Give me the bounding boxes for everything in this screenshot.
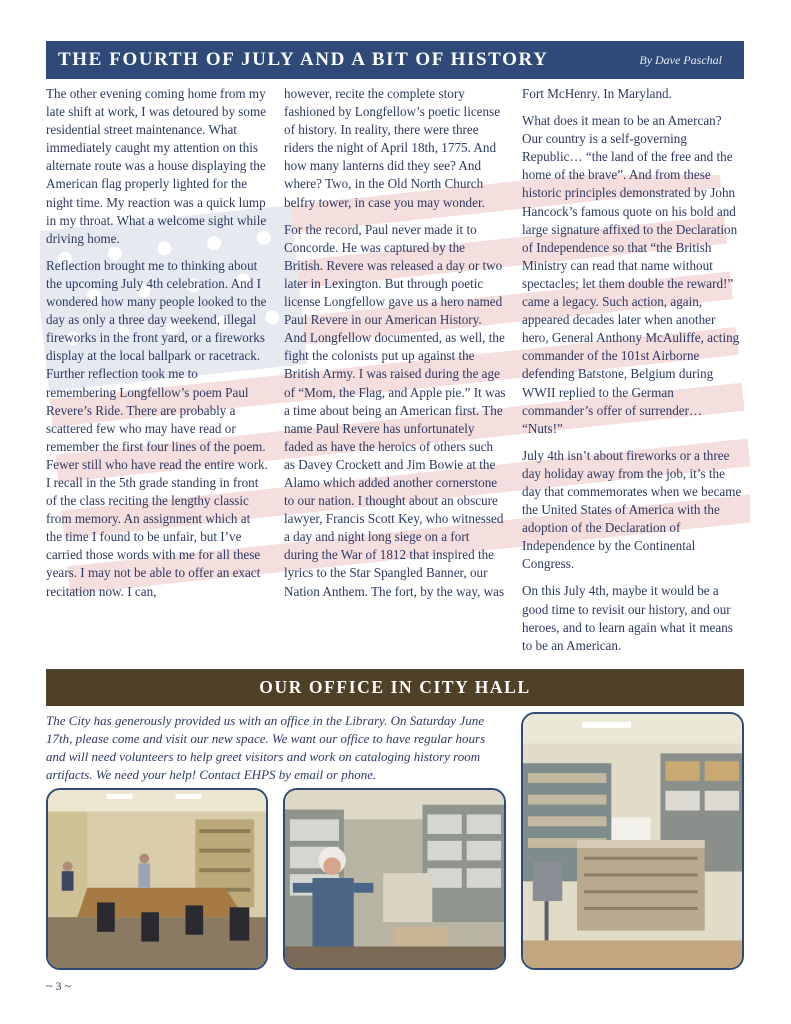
article-column-3 [522, 85, 744, 660]
article-paragraph: July 4th isn’t about fireworks or a three day holiday away from the job, it’s the day that commemorates when we became the United States of America with the adoption of the Declaration of Independence by the Continental Congress. [522, 447, 742, 572]
office-section-title: OUR OFFICE IN CITY HALL [259, 677, 531, 697]
office-section-banner [46, 669, 744, 706]
article-column-2 [284, 85, 506, 660]
photo-storage-room [283, 788, 506, 970]
article-header-banner [46, 41, 744, 79]
article-title: THE FOURTH OF JULY AND A BIT OF HISTORY [58, 49, 549, 70]
article-paragraph: The other evening coming home from my late shift at work, I was detoured by some residential street maintenance. What immediately caught my attention on this alternate route was a house displaying the American flag properly lighted for the night time. My reaction was a quick lump in my throat. What a welcome sight while driving home. [46, 86, 267, 246]
article-paragraph: Fort McHenry. In Maryland. [522, 86, 672, 101]
article-paragraph: What does it mean to be an Amercan? Our country is a self-governing Republic… “the land of the free and the home of the brave”. And from these historic principles demonstrated by John Hancock’s famous quote on his bold and large signature affixed to the Declaration of Independence so that “the British Ministry can read that name without spectacles; let them double the reward!” came a legacy. Such action, again, appeared decades later when another hero, General Anthony McAuliffe, acting commander of the 101st Airborne defending Batstone, Belgium during WWII replied to the German commander’s offer of surrender… “Nuts!” [522, 113, 740, 436]
photo-conference-room [46, 788, 268, 970]
article-byline: By Dave Paschal [639, 52, 722, 67]
article-column-1 [46, 85, 268, 660]
article-paragraph: Reflection brought me to thinking about the upcoming July 4th celebration. And I wondered how many people looked to the day as only a three day weekend, illegal fireworks in the front yard, or a fireworks display at the local ballpark or racetrack. Further reflection took me to remembering Longfellow’s poem Paul Revere’s Ride. There are probably a scattered few who may have read or remember the first four lines of the poem. Fewer still who have read the entire work. I recall in the 5th grade standing in front of the class reciting the lengthy classic from memory. An assignment which at the time I found to be unfair, but I’ve carried those words with me for all these years. I may not be able to offer an exact recitation now. I can, [46, 257, 268, 599]
article-body [46, 85, 744, 660]
article-paragraph: For the record, Paul never made it to Concorde. He was captured by the British. Revere was released a day or two later in Lexington. But through poetic license Longfellow gave us a hero named Paul Revere in our American History. And Longfellow documented, as well, the fight the colonists put up against the British Army. I was raised during the age of “Mom, the Flag, and Apple pie.” It was a time about being an American first. The name Paul Revere has unfortunately faded as have the heroics of others such as Davey Crockett and Jim Bowie at the Alamo which added another cornerstone to our nation. I thought about an obscure lawyer, Francis Scott Key, who witnessed a day and night long siege on a fort during the War of 1812 that inspired the lyrics to the Star Spangled Banner, our Nation Anthem. The fort, by the way, was [284, 221, 506, 599]
page-number: ~ 3 ~ [46, 979, 71, 993]
article-paragraph: On this July 4th, maybe it would be a good time to revisit our history, and our heroes, and to learn again what it means to be an American. [522, 583, 733, 653]
article-paragraph: however, recite the complete story fashioned by Longfellow’s poetic license of history. In reality, there were three riders the night of April 18th, 1775. And how many lanterns did they see? And where? Two, in the Old North Church belfry tower, in case you may wonder. [284, 86, 501, 210]
photo-archive-room [521, 712, 744, 970]
office-announcement: The City has generously provided us with an office in the Library. On Saturday June 17th, please come and visit our new space. We want our office to have regular hours and will need volunteers to help greet visitors and work on cataloging history room artifacts. We need your help! Contact EHPS by email or phone. [46, 713, 486, 782]
